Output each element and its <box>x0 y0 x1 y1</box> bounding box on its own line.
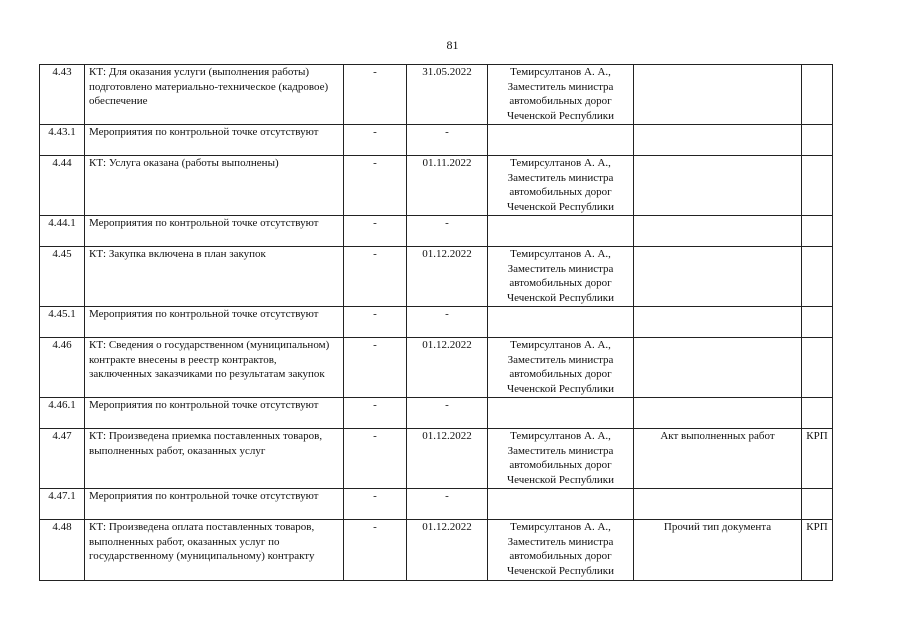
row-end-date: - <box>407 489 488 520</box>
row-start-date: - <box>344 429 407 489</box>
row-number: 4.45 <box>40 247 85 307</box>
row-responsible: Темирсултанов А. А., Заместитель министра автомобильных дорог Чеченской Республики <box>488 338 634 398</box>
row-end-date: - <box>407 216 488 247</box>
row-system <box>802 65 833 125</box>
row-number: 4.43 <box>40 65 85 125</box>
row-end-date: - <box>407 398 488 429</box>
table-row <box>40 338 833 398</box>
row-system <box>802 125 833 156</box>
row-description: Мероприятия по контрольной точке отсутствуют <box>85 216 344 247</box>
row-responsible: Темирсултанов А. А., Заместитель министра автомобильных дорог Чеченской Республики <box>488 429 634 489</box>
row-number: 4.46 <box>40 338 85 398</box>
row-responsible <box>488 125 634 156</box>
row-start-date: - <box>344 65 407 125</box>
control-points-table <box>39 64 833 581</box>
row-start-date: - <box>344 489 407 520</box>
row-description: КТ: Произведена приемка поставленных товаров, выполненных работ, оказанных услуг <box>85 429 344 489</box>
row-document <box>634 489 802 520</box>
row-description: КТ: Произведена оплата поставленных товаров, выполненных работ, оказанных услуг по государственному (муниципальному) контракту <box>85 520 344 581</box>
row-system <box>802 156 833 216</box>
row-description: КТ: Услуга оказана (работы выполнены) <box>85 156 344 216</box>
row-document <box>634 398 802 429</box>
row-number: 4.47 <box>40 429 85 489</box>
row-number: 4.44.1 <box>40 216 85 247</box>
row-start-date: - <box>344 520 407 581</box>
table-row <box>40 398 833 429</box>
row-start-date: - <box>344 216 407 247</box>
row-responsible <box>488 489 634 520</box>
row-responsible <box>488 216 634 247</box>
row-end-date: 01.12.2022 <box>407 247 488 307</box>
row-start-date: - <box>344 307 407 338</box>
row-document <box>634 247 802 307</box>
row-document <box>634 65 802 125</box>
row-responsible: Темирсултанов А. А., Заместитель министра автомобильных дорог Чеченской Республики <box>488 247 634 307</box>
row-description: Мероприятия по контрольной точке отсутствуют <box>85 398 344 429</box>
row-responsible: Темирсултанов А. А., Заместитель министра автомобильных дорог Чеченской Республики <box>488 65 634 125</box>
row-description: Мероприятия по контрольной точке отсутствуют <box>85 307 344 338</box>
row-system: КРП <box>802 520 833 581</box>
page-number: 81 <box>446 38 459 52</box>
table-row <box>40 156 833 216</box>
row-responsible: Темирсултанов А. А., Заместитель министра автомобильных дорог Чеченской Республики <box>488 520 634 581</box>
table-row <box>40 307 833 338</box>
row-document <box>634 125 802 156</box>
row-system: КРП <box>802 429 833 489</box>
table-row <box>40 125 833 156</box>
row-description: Мероприятия по контрольной точке отсутствуют <box>85 489 344 520</box>
row-number: 4.46.1 <box>40 398 85 429</box>
row-end-date: - <box>407 125 488 156</box>
row-start-date: - <box>344 125 407 156</box>
row-number: 4.44 <box>40 156 85 216</box>
row-number: 4.45.1 <box>40 307 85 338</box>
table-row <box>40 216 833 247</box>
row-end-date: 31.05.2022 <box>407 65 488 125</box>
row-document <box>634 216 802 247</box>
row-system <box>802 489 833 520</box>
row-system <box>802 307 833 338</box>
row-system <box>802 247 833 307</box>
row-end-date: 01.12.2022 <box>407 520 488 581</box>
row-document: Прочий тип документа <box>634 520 802 581</box>
table-row <box>40 429 833 489</box>
row-end-date: - <box>407 307 488 338</box>
table-row <box>40 520 833 581</box>
row-end-date: 01.12.2022 <box>407 338 488 398</box>
row-start-date: - <box>344 398 407 429</box>
row-end-date: 01.12.2022 <box>407 429 488 489</box>
table-row <box>40 65 833 125</box>
row-document <box>634 338 802 398</box>
row-document <box>634 307 802 338</box>
row-start-date: - <box>344 156 407 216</box>
row-system <box>802 398 833 429</box>
row-document: Акт выполненных работ <box>634 429 802 489</box>
row-system <box>802 338 833 398</box>
row-responsible <box>488 307 634 338</box>
table-row <box>40 489 833 520</box>
row-end-date: 01.11.2022 <box>407 156 488 216</box>
row-responsible: Темирсултанов А. А., Заместитель министра автомобильных дорог Чеченской Республики <box>488 156 634 216</box>
row-description: КТ: Сведения о государственном (муниципальном) контракте внесены в реестр контрактов, заключенных заказчиками по результатам закупок <box>85 338 344 398</box>
row-start-date: - <box>344 247 407 307</box>
row-number: 4.48 <box>40 520 85 581</box>
row-description: КТ: Для оказания услуги (выполнения работы) подготовлено материально-техническое (кадровое) обеспечение <box>85 65 344 125</box>
table-row <box>40 247 833 307</box>
row-description: КТ: Закупка включена в план закупок <box>85 247 344 307</box>
row-description: Мероприятия по контрольной точке отсутствуют <box>85 125 344 156</box>
row-system <box>802 216 833 247</box>
row-document <box>634 156 802 216</box>
row-start-date: - <box>344 338 407 398</box>
row-responsible <box>488 398 634 429</box>
row-number: 4.47.1 <box>40 489 85 520</box>
row-number: 4.43.1 <box>40 125 85 156</box>
